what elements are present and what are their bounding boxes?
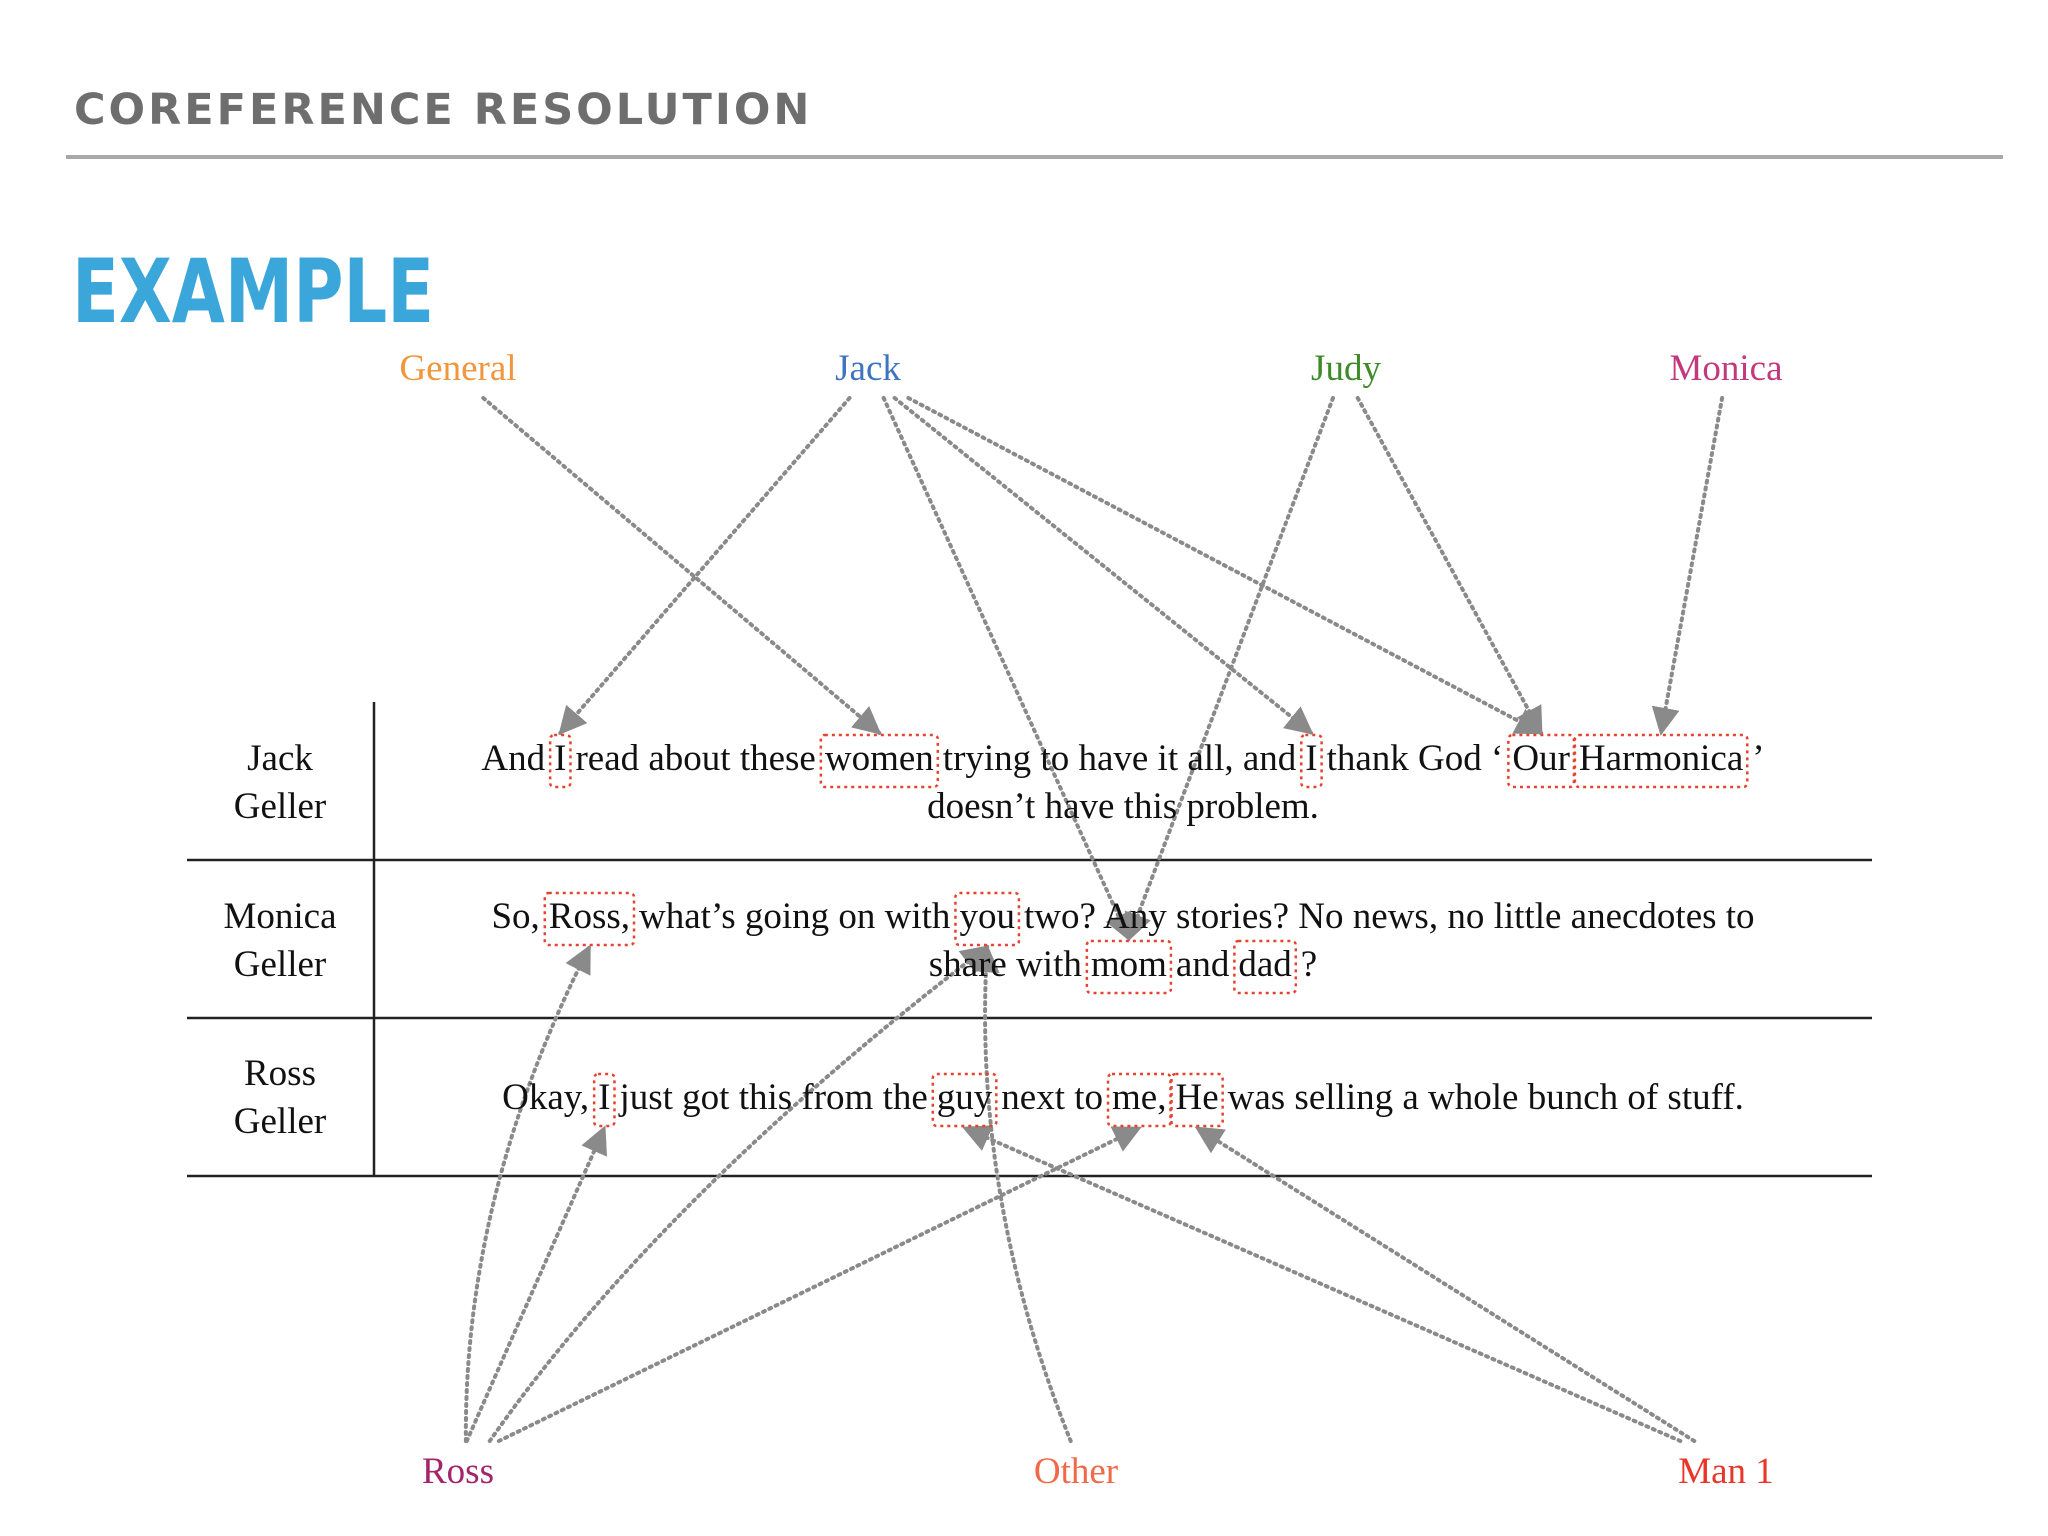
- dialogue-row: [234, 1053, 1744, 1142]
- coreference-arrow: [560, 398, 849, 733]
- utterance-text: just got this from the: [619, 1077, 928, 1118]
- mention-text: guy: [936, 1077, 993, 1118]
- coreference-arrow: [1129, 398, 1333, 939]
- utterance-text: next to: [1001, 1077, 1104, 1118]
- speaker-name: Monica: [223, 896, 337, 937]
- entity-label-jack: Jack: [835, 348, 901, 389]
- utterance-text: was selling a whole bunch of stuff.: [1227, 1077, 1744, 1118]
- speaker-name: Geller: [233, 1101, 327, 1142]
- entity-label-monica: Monica: [1669, 348, 1783, 389]
- utterance-text: So,: [491, 896, 540, 937]
- mention-text: I: [554, 738, 567, 779]
- coreference-arrow: [483, 398, 879, 733]
- speaker-name: Geller: [233, 944, 327, 985]
- utterance-text: thank God ‘: [1326, 738, 1504, 779]
- utterance-text: share with: [928, 944, 1082, 985]
- mention-text: I: [598, 1077, 611, 1118]
- coreference-arrow: [1661, 398, 1722, 733]
- utterance-text: ’: [1752, 738, 1765, 779]
- utterance-text: ?: [1300, 944, 1318, 985]
- coreference-arrow: [490, 947, 987, 1441]
- section-heading: COREFERENCE RESOLUTION: [74, 85, 813, 135]
- slide-title: EXAMPLE: [72, 240, 435, 344]
- speaker-name: Ross: [244, 1053, 316, 1094]
- mention-text: dad: [1238, 944, 1292, 985]
- dialogue-row: [234, 735, 1765, 827]
- coreference-arrow: [895, 398, 1312, 733]
- utterance-text: Okay,: [502, 1077, 590, 1118]
- utterance-text: trying to have it all, and: [942, 738, 1297, 779]
- mention-text: He: [1175, 1077, 1219, 1118]
- coreference-arrow: [985, 947, 1071, 1441]
- mention-text: me,: [1112, 1077, 1167, 1118]
- entity-label-ross: Ross: [422, 1451, 494, 1492]
- mention-text: I: [1305, 738, 1318, 779]
- utterance-text: And: [481, 738, 546, 779]
- header-rule: [66, 155, 2003, 159]
- utterance-text: what’s going on with: [639, 896, 951, 937]
- coreference-arrow: [884, 398, 1129, 939]
- mention-text: Harmonica: [1578, 738, 1744, 779]
- entity-label-other: Other: [1033, 1451, 1119, 1492]
- mention-text: mom: [1090, 944, 1167, 985]
- entity-label-general: General: [399, 348, 517, 389]
- utterance-text: read about these: [575, 738, 816, 779]
- dialogue-rows: [223, 735, 1764, 1142]
- mention-text: Our: [1512, 738, 1570, 779]
- coreference-arrow: [466, 947, 590, 1441]
- utterance-text: doesn’t have this problem.: [927, 786, 1319, 827]
- utterance-text: and: [1175, 944, 1230, 985]
- mention-text: you: [959, 896, 1015, 937]
- mention-text: Ross,: [548, 896, 631, 937]
- entity-label-man1: Man 1: [1678, 1451, 1774, 1492]
- mention-text: women: [824, 738, 934, 779]
- speaker-name: Jack: [247, 738, 313, 779]
- utterance-text: two? Any stories? No news, no little anecdotes to: [1023, 896, 1755, 937]
- speaker-name: Geller: [233, 786, 327, 827]
- dialogue-row: [223, 893, 1754, 993]
- entity-label-judy: Judy: [1311, 348, 1381, 389]
